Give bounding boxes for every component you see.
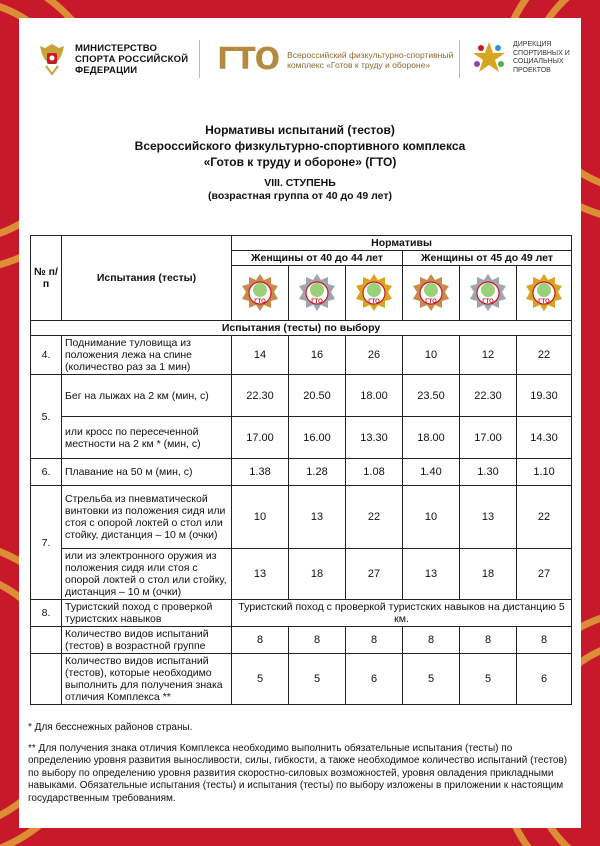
table-row [31,654,572,705]
norm-value: 22.30 [460,375,517,417]
title-block [19,122,581,203]
norm-value: 1.10 [517,459,572,486]
norm-value: 8 [232,627,289,654]
norm-value: 20.50 [289,375,346,417]
table-row [31,486,572,549]
direction-name: ДИРЕКЦИЯ СПОРТИВНЫХ И СОЦИАЛЬНЫХ ПРОЕКТОВ [513,41,570,74]
norm-value: 1.40 [403,459,460,486]
gto-description: Всероссийский физкультурно-спортивный комплекс «Готов к труду и обороне» [287,49,454,70]
table-row [31,336,572,375]
col-num-header: № п/п [31,236,62,321]
document-sheet [19,18,581,828]
norm-value: 13.30 [346,417,403,459]
gto-logo-block [217,42,455,77]
norm-value: 19.30 [517,375,572,417]
badge-label: ГТО [482,299,494,305]
title-line: Всероссийского физкультурно-спортивного комплекса [134,139,466,153]
gto-badge-icon [524,273,564,313]
table-row [31,600,572,627]
group-header: Женщины от 45 до 49 лет [403,251,572,266]
divider [199,40,200,78]
stage-title: VIII. СТУПЕНЬ [264,177,336,189]
test-name: Плавание на 50 м (мин, с) [62,459,232,486]
row-number: 8. [31,600,62,627]
norm-value: 10 [403,336,460,375]
row-number [31,627,62,654]
norm-value: 17.00 [232,417,289,459]
footnote: ** Для получения знака отличия Комплекса необходимо выполнить обязательные испытания (тесты) по определению уровня развития выносливости, силы, гибкости, а также необходимое количество испытаний (тестов) по выбору по определению уровня развития скоростно-силовых возможностей, уровня овладения прикладными навыками. Обязательные испытания (тесты) и испытания (тесты) по выбору изложены в приложении к настоящим государственным требованиям. [28,742,568,804]
norm-value: 18 [460,549,517,600]
norm-value: 22 [517,486,572,549]
norm-value: 14.30 [517,417,572,459]
badge-cell [460,266,517,321]
badge-cell [289,266,346,321]
norm-value: 14 [232,336,289,375]
norm-value: 10 [403,486,460,549]
section-row [31,321,572,336]
test-name: Количество видов испытаний (тестов) в возрастной группе [62,627,232,654]
direction-logo-block [471,40,577,76]
norm-value: 1.38 [232,459,289,486]
merged-norm: Туристский поход с проверкой туристских навыков на дистанцию 5 км. [232,600,572,627]
norm-value: 8 [517,627,572,654]
badge-label: ГТО [538,299,550,305]
norm-value: 5 [289,654,346,705]
norm-value: 13 [460,486,517,549]
norm-value: 22.30 [232,375,289,417]
norm-value: 26 [346,336,403,375]
norm-value: 1.30 [460,459,517,486]
norm-value: 5 [460,654,517,705]
col-test-header: Испытания (тесты) [62,236,232,321]
norm-value: 18.00 [346,375,403,417]
star-icon [471,40,507,76]
footnote: * Для бесснежных районов страны. [28,722,193,733]
badge-label: ГТО [368,299,380,305]
norm-value: 13 [403,549,460,600]
table-row [31,417,572,459]
norm-value: 1.28 [289,459,346,486]
norms-table [30,235,572,705]
ministry-logo-block [37,40,195,78]
test-name: или из электронного оружия из положения сидя или стоя с опорой локтей о стол или стойку, дистанция – 10 м (очки) [62,549,232,600]
norm-value: 13 [289,486,346,549]
norm-value: 18 [289,549,346,600]
gto-badge-icon [411,273,451,313]
norm-value: 16.00 [289,417,346,459]
norm-value: 27 [517,549,572,600]
table-row [31,627,572,654]
table-row [31,459,572,486]
norm-value: 22 [346,486,403,549]
test-name: или кросс по пересеченной местности на 2 км * (мин, с) [62,417,232,459]
table-body [31,336,572,705]
header [19,18,581,100]
norm-value: 8 [403,627,460,654]
norm-value: 16 [289,336,346,375]
norm-value: 8 [289,627,346,654]
gto-logo: ГТО [217,42,280,77]
badge-cell [346,266,403,321]
row-number: 4. [31,336,62,375]
norm-value: 18.00 [403,417,460,459]
badge-label: ГТО [254,299,266,305]
norm-value: 13 [232,549,289,600]
norm-value: 27 [346,549,403,600]
group-header: Женщины от 40 до 44 лет [232,251,403,266]
divider [459,40,460,78]
badge-label: ГТО [425,299,437,305]
row-number: 6. [31,459,62,486]
test-name: Туристский поход с проверкой туристских навыков [62,600,232,627]
norm-value: 17.00 [460,417,517,459]
title-line: Нормативы испытаний (тестов) [205,123,395,137]
norms-header: Нормативы [232,236,572,251]
gto-badge-icon [468,273,508,313]
row-number: 7. [31,486,62,600]
norm-value: 6 [346,654,403,705]
norm-value: 22 [517,336,572,375]
badge-cell [517,266,572,321]
badge-label: ГТО [311,299,323,305]
norm-value: 1.08 [346,459,403,486]
table-row [31,549,572,600]
age-group: (возрастная группа от 40 до 49 лет) [208,190,392,202]
test-name: Поднимание туловища из положения лежа на спине (количество раз за 1 мин) [62,336,232,375]
gto-badge-icon [240,273,280,313]
norm-value: 8 [346,627,403,654]
coat-of-arms-icon [37,40,67,78]
norm-value: 12 [460,336,517,375]
row-number [31,654,62,705]
footnotes [28,722,573,813]
section-header: Испытания (тесты) по выбору [31,321,572,336]
badge-cell [403,266,460,321]
table-header-row [31,236,572,251]
title-line: «Готов к труду и обороне» (ГТО) [203,155,397,169]
gto-badge-icon [297,273,337,313]
gto-badge-icon [354,273,394,313]
badge-cell [232,266,289,321]
ministry-name: МИНИСТЕРСТВО СПОРТА РОССИЙСКОЙ ФЕДЕРАЦИИ [75,42,189,76]
norm-value: 5 [232,654,289,705]
norm-value: 5 [403,654,460,705]
norm-value: 6 [517,654,572,705]
norm-value: 8 [460,627,517,654]
test-name: Бег на лыжах на 2 км (мин, с) [62,375,232,417]
test-name: Количество видов испытаний (тестов), которые необходимо выполнить для получения знака отличия Комплекса ** [62,654,232,705]
row-number: 5. [31,375,62,459]
norm-value: 23.50 [403,375,460,417]
test-name: Стрельба из пневматической винтовки из положения сидя или стоя с опорой локтей о стол или стойку, дистанция – 10 м (очки) [62,486,232,549]
norm-value: 10 [232,486,289,549]
table-row [31,375,572,417]
